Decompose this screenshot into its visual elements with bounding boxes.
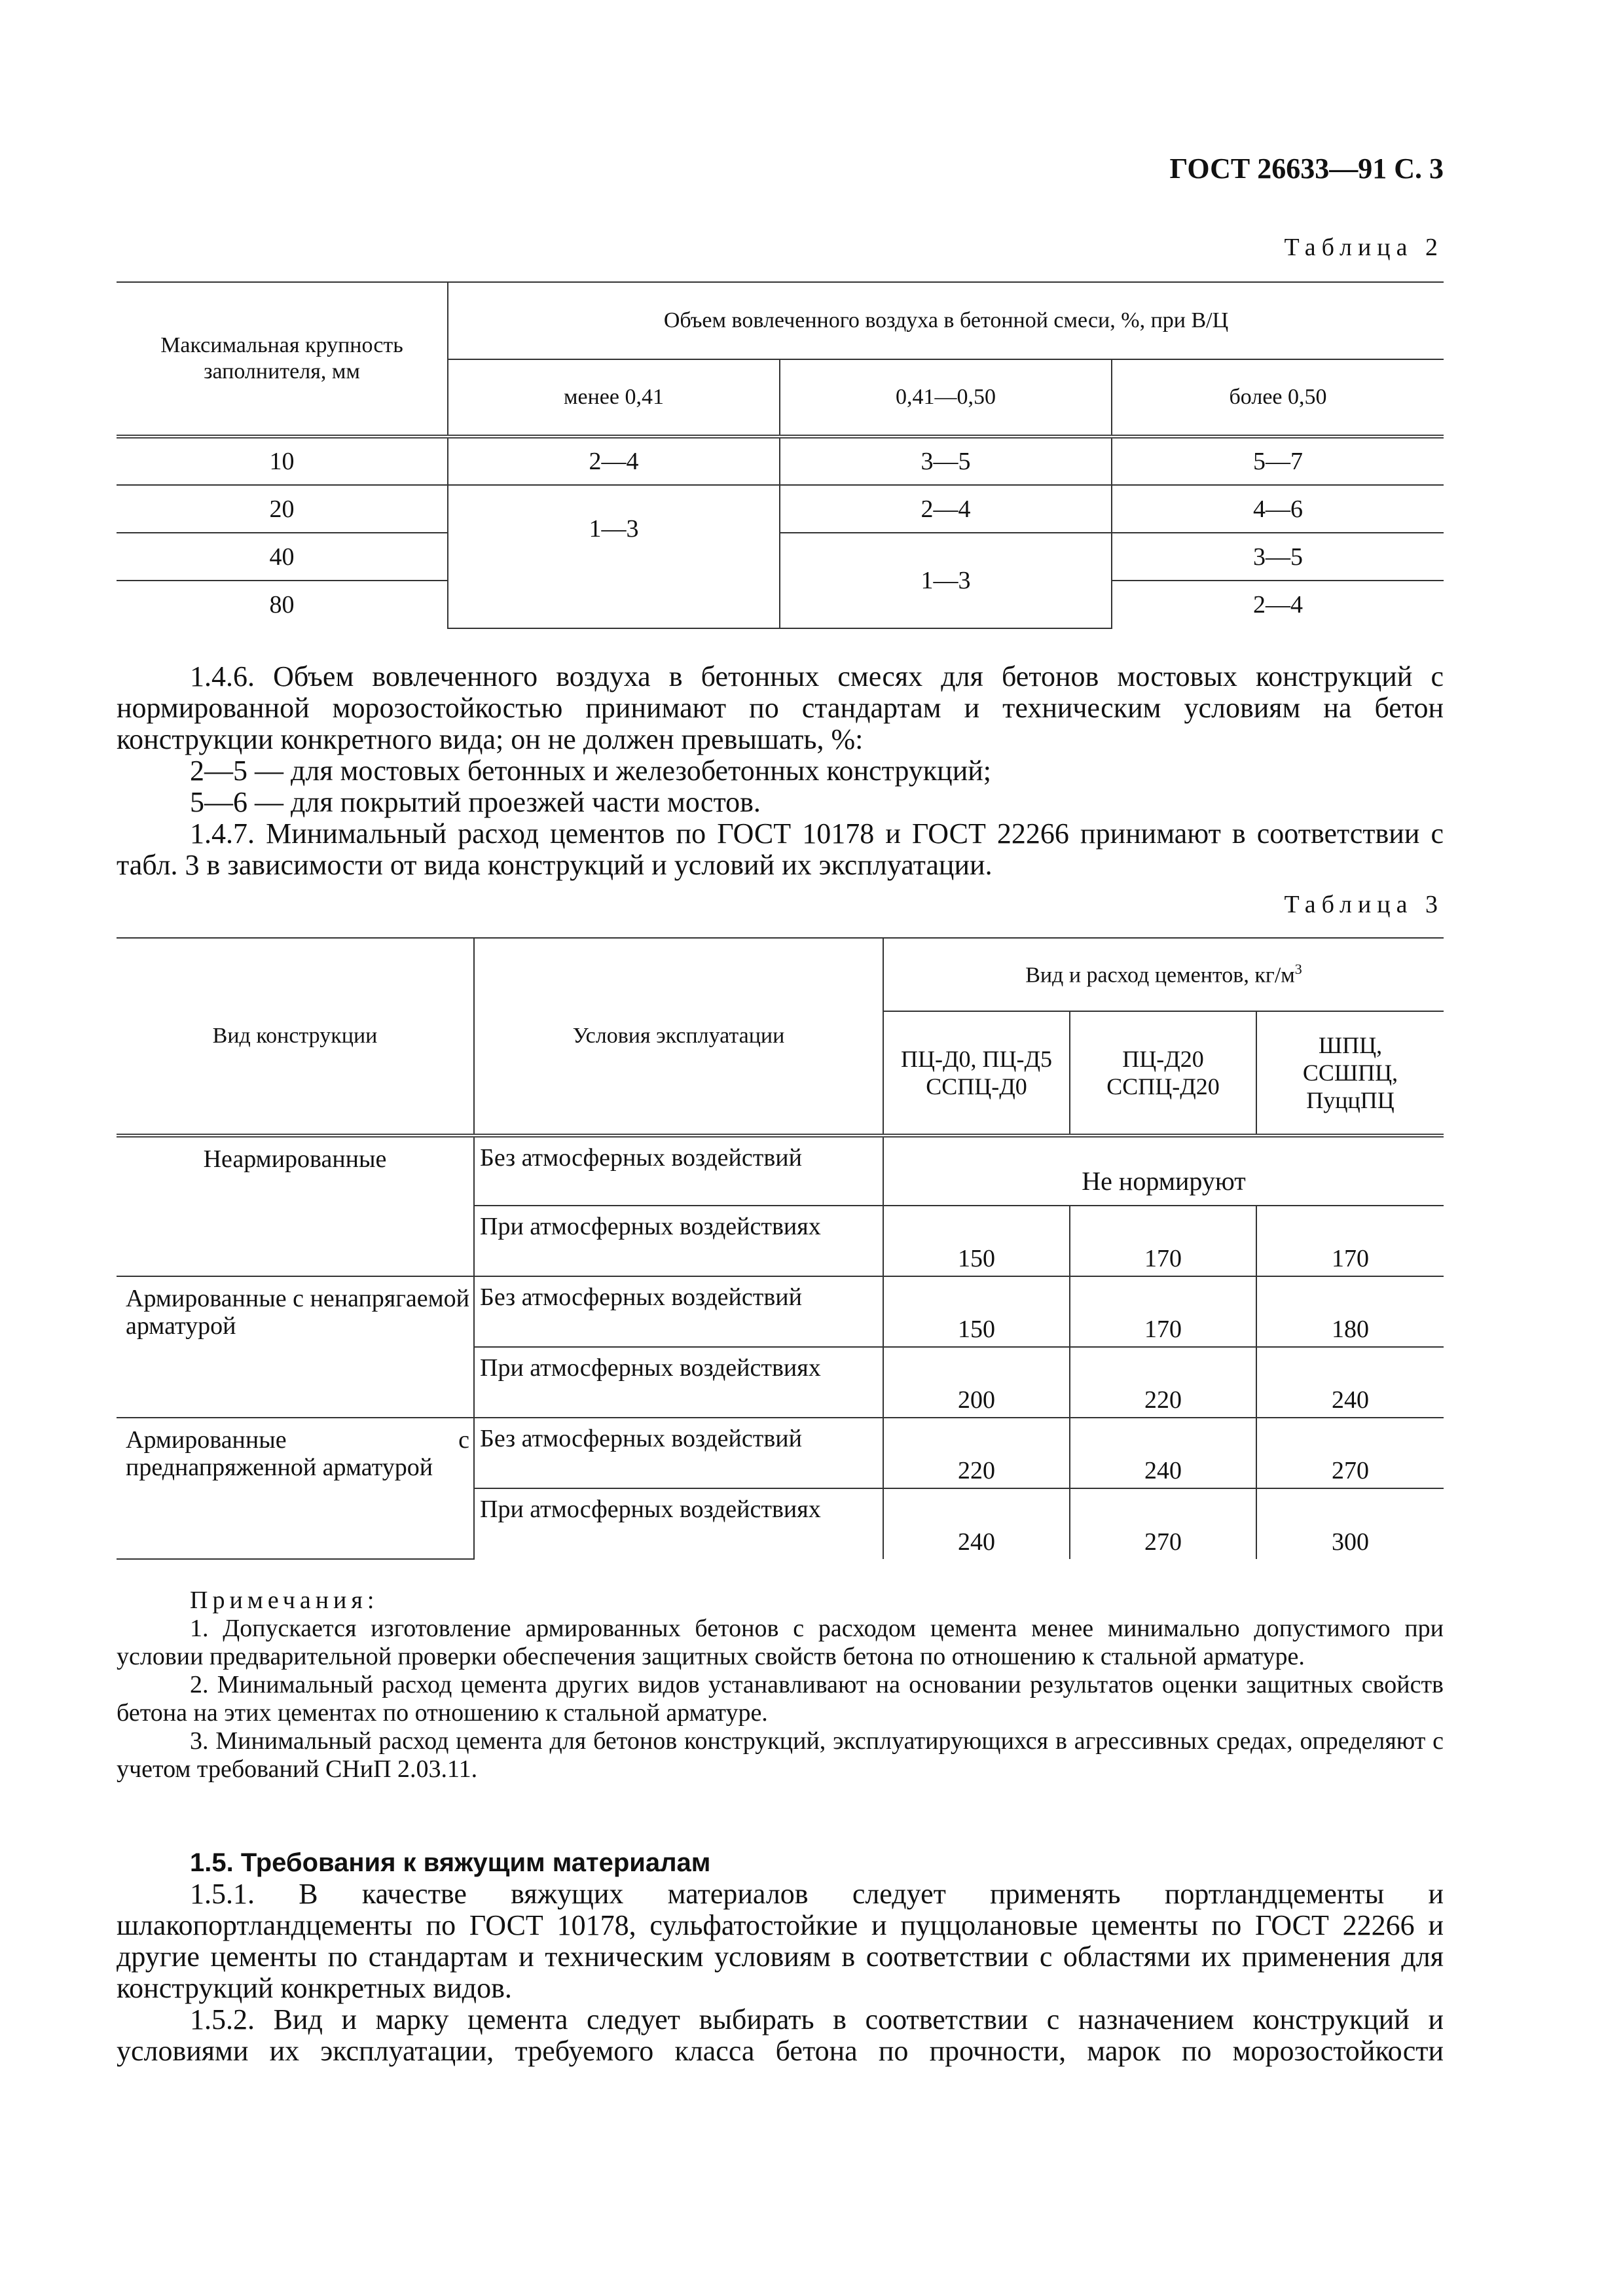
table2 bbox=[117, 281, 1444, 629]
table3-cell: 220 bbox=[883, 1418, 1070, 1488]
table3-cell: 200 bbox=[883, 1347, 1070, 1418]
table2-cell: 4—6 bbox=[1112, 485, 1444, 533]
table3-cell: 240 bbox=[1070, 1418, 1256, 1488]
table2-cell: 2—4 bbox=[1112, 581, 1444, 628]
table3-kind-reinforced: Армированные с ненапрягаемой арматурой bbox=[117, 1276, 474, 1418]
list-item-bridge-deck: 5—6 — для покрытий проезжей части мостов. bbox=[190, 786, 761, 818]
table2-subheader-3: более 0,50 bbox=[1112, 359, 1444, 437]
section-title: 1.5. Требования к вяжущим материалам bbox=[190, 1848, 711, 1877]
table2-cell: 3—5 bbox=[1112, 533, 1444, 581]
table3-col2-header: Условия эксплуатации bbox=[474, 938, 883, 1136]
table2-cell: 20 bbox=[117, 485, 448, 533]
table3-cell: 170 bbox=[1256, 1206, 1444, 1276]
notes-block bbox=[117, 1587, 1444, 1784]
paragraph-1-4-6: 1.4.6. Объем вовлеченного воздуха в бетонных смесях для бетонов мостовых конструкций с нормированной морозостойкостью принимают по стандартам и техническим условиям на бетон конструкции конкретного вида; он не должен превышать, %: bbox=[117, 660, 1444, 755]
table3-cell: 270 bbox=[1256, 1418, 1444, 1488]
table3-cell: 180 bbox=[1256, 1276, 1444, 1347]
table3-cell: 220 bbox=[1070, 1347, 1256, 1418]
table2-caption: Таблица 2 bbox=[1284, 234, 1444, 261]
table3-subheader-3: ШПЦ, ССШПЦ, ПуццПЦ bbox=[1256, 1011, 1444, 1136]
table3-condition: Без атмосферных воздействий bbox=[474, 1418, 883, 1488]
table2-col1-header: Максимальная крупность заполнителя, мм bbox=[117, 282, 448, 437]
table2-cell: 1—3 bbox=[448, 485, 780, 628]
table3-cell: 150 bbox=[883, 1276, 1070, 1347]
list-item-bridge-structures: 2—5 — для мостовых бетонных и железобетонных конструкций; bbox=[190, 755, 992, 787]
table3-subheader-2: ПЦ-Д20 ССПЦ-Д20 bbox=[1070, 1011, 1256, 1136]
table2-cell: 40 bbox=[117, 533, 448, 581]
note-3: 3. Минимальный расход цемента для бетонов конструкций, эксплуатирующихся в агрессивных средах, определяют с учетом требований СНиП 2.03.11. bbox=[117, 1727, 1444, 1783]
table3-caption: Таблица 3 bbox=[1284, 891, 1444, 918]
paragraph-1-5-1: 1.5.1. В качестве вяжущих материалов следует применять портландцементы и шлакопортландцементы по ГОСТ 10178, сульфатостойкие и пуццолановые цементы по ГОСТ 22266 и другие цементы по стандартам и техническим условиям в соответствии с областями их применения для конструкций конкретных видов. bbox=[117, 1878, 1444, 2004]
section-1-5 bbox=[117, 1847, 1444, 2067]
table3-not-normed: Не нормируют bbox=[883, 1136, 1444, 1206]
table2-cell: 80 bbox=[117, 581, 448, 628]
note-2: 2. Минимальный расход цемента других видов устанавливают на основании результатов оценки защитных свойств бетона на этих цементах по отношению к стальной арматуре. bbox=[117, 1671, 1444, 1727]
paragraph-1-5-2: 1.5.2. Вид и марку цемента следует выбирать в соответствии с назначением конструкций и условиями их эксплуатации, требуемого класса бетона по прочности, марок по морозостойкости bbox=[117, 2003, 1444, 2067]
notes-title: Примечания: bbox=[190, 1587, 379, 1614]
table3-kind-prestressed: Армированные с преднапряженной арматурой bbox=[117, 1418, 474, 1559]
table3-cell: 240 bbox=[883, 1488, 1070, 1559]
table3 bbox=[117, 937, 1444, 1560]
table3-cell: 270 bbox=[1070, 1488, 1256, 1559]
table2-cell: 5—7 bbox=[1112, 437, 1444, 485]
table2-subheader-1: менее 0,41 bbox=[448, 359, 780, 437]
table3-cell: 150 bbox=[883, 1206, 1070, 1276]
document-header: ГОСТ 26633—91 С. 3 bbox=[1169, 152, 1444, 185]
table3-condition: Без атмосферных воздействий bbox=[474, 1276, 883, 1347]
table3-col1-header: Вид конструкции bbox=[117, 938, 474, 1136]
table3-condition: При атмосферных воздействиях bbox=[474, 1488, 883, 1559]
table3-condition: При атмосферных воздействиях bbox=[474, 1347, 883, 1418]
table2-cell: 10 bbox=[117, 437, 448, 485]
note-1: 1. Допускается изготовление армированных бетонов с расходом цемента менее минимально допустимого при условии предварительной проверки обеспечения защитных свойств бетона по отношению к стальной арматуре. bbox=[117, 1615, 1444, 1670]
paragraph-1-4-7: 1.4.7. Минимальный расход цементов по ГОСТ 10178 и ГОСТ 22266 принимают в соответствии с табл. 3 в зависимости от вида конструкций и условий их эксплуатации. bbox=[117, 817, 1444, 881]
table3-cell: 170 bbox=[1070, 1276, 1256, 1347]
table2-subheader-2: 0,41—0,50 bbox=[780, 359, 1112, 437]
table2-cell: 2—4 bbox=[780, 485, 1112, 533]
table3-condition: При атмосферных воздействиях bbox=[474, 1206, 883, 1276]
table2-cell: 1—3 bbox=[780, 533, 1112, 628]
text-block-1 bbox=[117, 661, 1444, 881]
table2-group-header: Объем вовлеченного воздуха в бетонной смеси, %, при В/Ц bbox=[448, 282, 1444, 359]
table3-kind-unreinforced: Неармированные bbox=[117, 1136, 474, 1276]
table3-group-header: Вид и расход цементов, $кг/м^3$ bbox=[883, 938, 1444, 1011]
table3-cell: 240 bbox=[1256, 1347, 1444, 1418]
table3-cell: 170 bbox=[1070, 1206, 1256, 1276]
table3-condition: Без атмосферных воздействий bbox=[474, 1136, 883, 1206]
table2-cell: 2—4 bbox=[448, 437, 780, 485]
table2-cell: 3—5 bbox=[780, 437, 1112, 485]
table3-subheader-1: ПЦ-Д0, ПЦ-Д5 ССПЦ-Д0 bbox=[883, 1011, 1070, 1136]
table3-cell: 300 bbox=[1256, 1488, 1444, 1559]
